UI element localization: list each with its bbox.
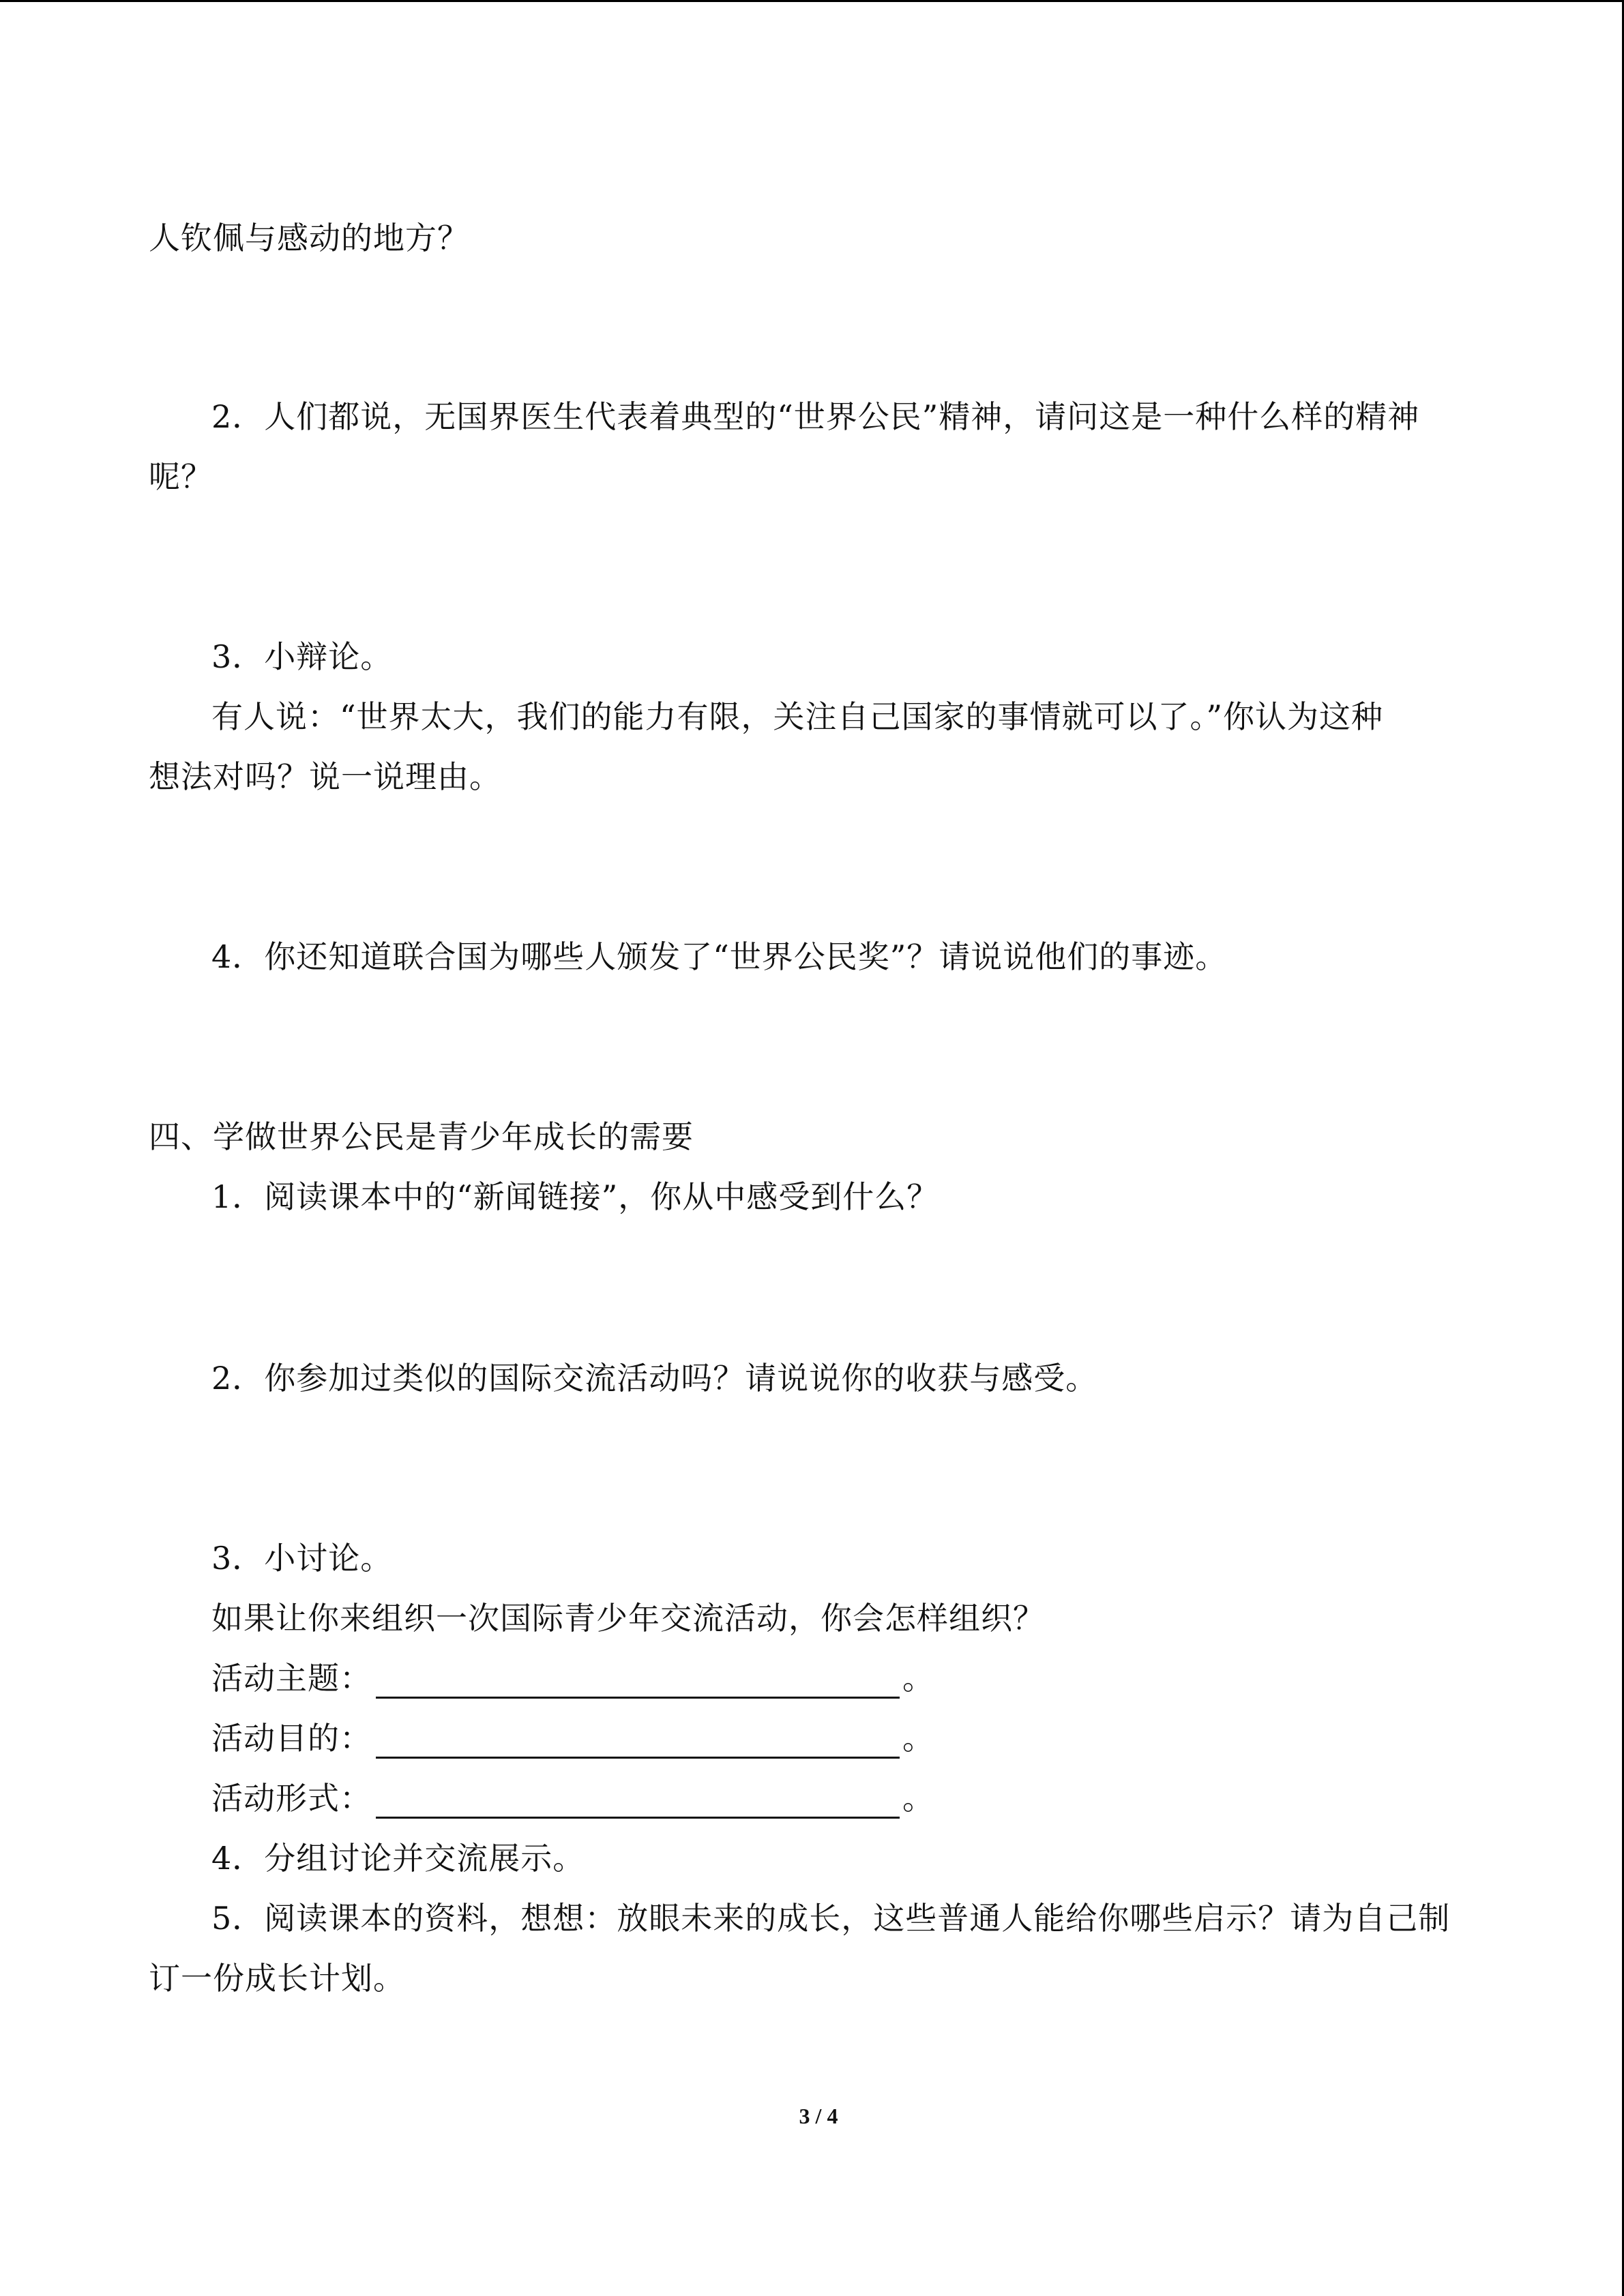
section-heading-4: 四、学做世界公民是青少年成长的需要: [149, 1118, 694, 1155]
section-4-question-5: 5．阅读课本的资料，想想：放眼未来的成长，这些普通人能给你哪些启示？请为自己制: [211, 1900, 1451, 1937]
activity-theme-label: 活动主题：: [211, 1660, 372, 1697]
activity-format-period: 。: [902, 1780, 934, 1817]
question-2-continuation: 呢？: [149, 458, 213, 495]
question-3-prompt-continuation: 想法对吗？说一说理由。: [149, 758, 501, 795]
section-4-question-3-prompt: 如果让你来组织一次国际青少年交流活动，你会怎样组织？: [211, 1600, 1045, 1637]
activity-theme-period: 。: [902, 1660, 934, 1697]
section-4-question-5-continuation: 订一份成长计划。: [149, 1960, 405, 1997]
section-4-question-3-heading: 3．小讨论。: [211, 1540, 393, 1577]
section-4-question-2: 2．你参加过类似的国际交流活动吗？请说说你的收获与感受。: [211, 1360, 1098, 1397]
activity-theme-answer-blank[interactable]: [376, 1663, 900, 1699]
question-3-prompt: 有人说：“世界太大，我们的能力有限，关注自己国家的事情就可以了。”你认为这种: [211, 698, 1384, 735]
page-number: 3 / 4: [799, 2104, 838, 2128]
activity-purpose-label: 活动目的：: [211, 1720, 372, 1757]
question-2: 2．人们都说，无国界医生代表着典型的“世界公民”精神，请问这是一种什么样的精神: [211, 398, 1420, 435]
activity-format-answer-blank[interactable]: [376, 1783, 900, 1819]
question-4: 4．你还知道联合国为哪些人颁发了“世界公民奖”？请说说他们的事迹。: [211, 938, 1228, 975]
section-4-question-1: 1．阅读课本中的“新闻链接”，你从中感受到什么？: [211, 1178, 939, 1215]
text-line-continuation: 人钦佩与感动的地方？: [149, 220, 469, 256]
question-3-heading: 3．小辩论。: [211, 638, 393, 675]
section-4-question-4: 4．分组讨论并交流展示。: [211, 1840, 585, 1877]
fill-in-activity-theme: [211, 1658, 934, 1699]
activity-format-label: 活动形式：: [211, 1780, 372, 1817]
activity-purpose-period: 。: [902, 1720, 934, 1757]
fill-in-activity-purpose: [211, 1718, 934, 1759]
fill-in-activity-format: [211, 1778, 934, 1819]
activity-purpose-answer-blank[interactable]: [376, 1723, 900, 1759]
